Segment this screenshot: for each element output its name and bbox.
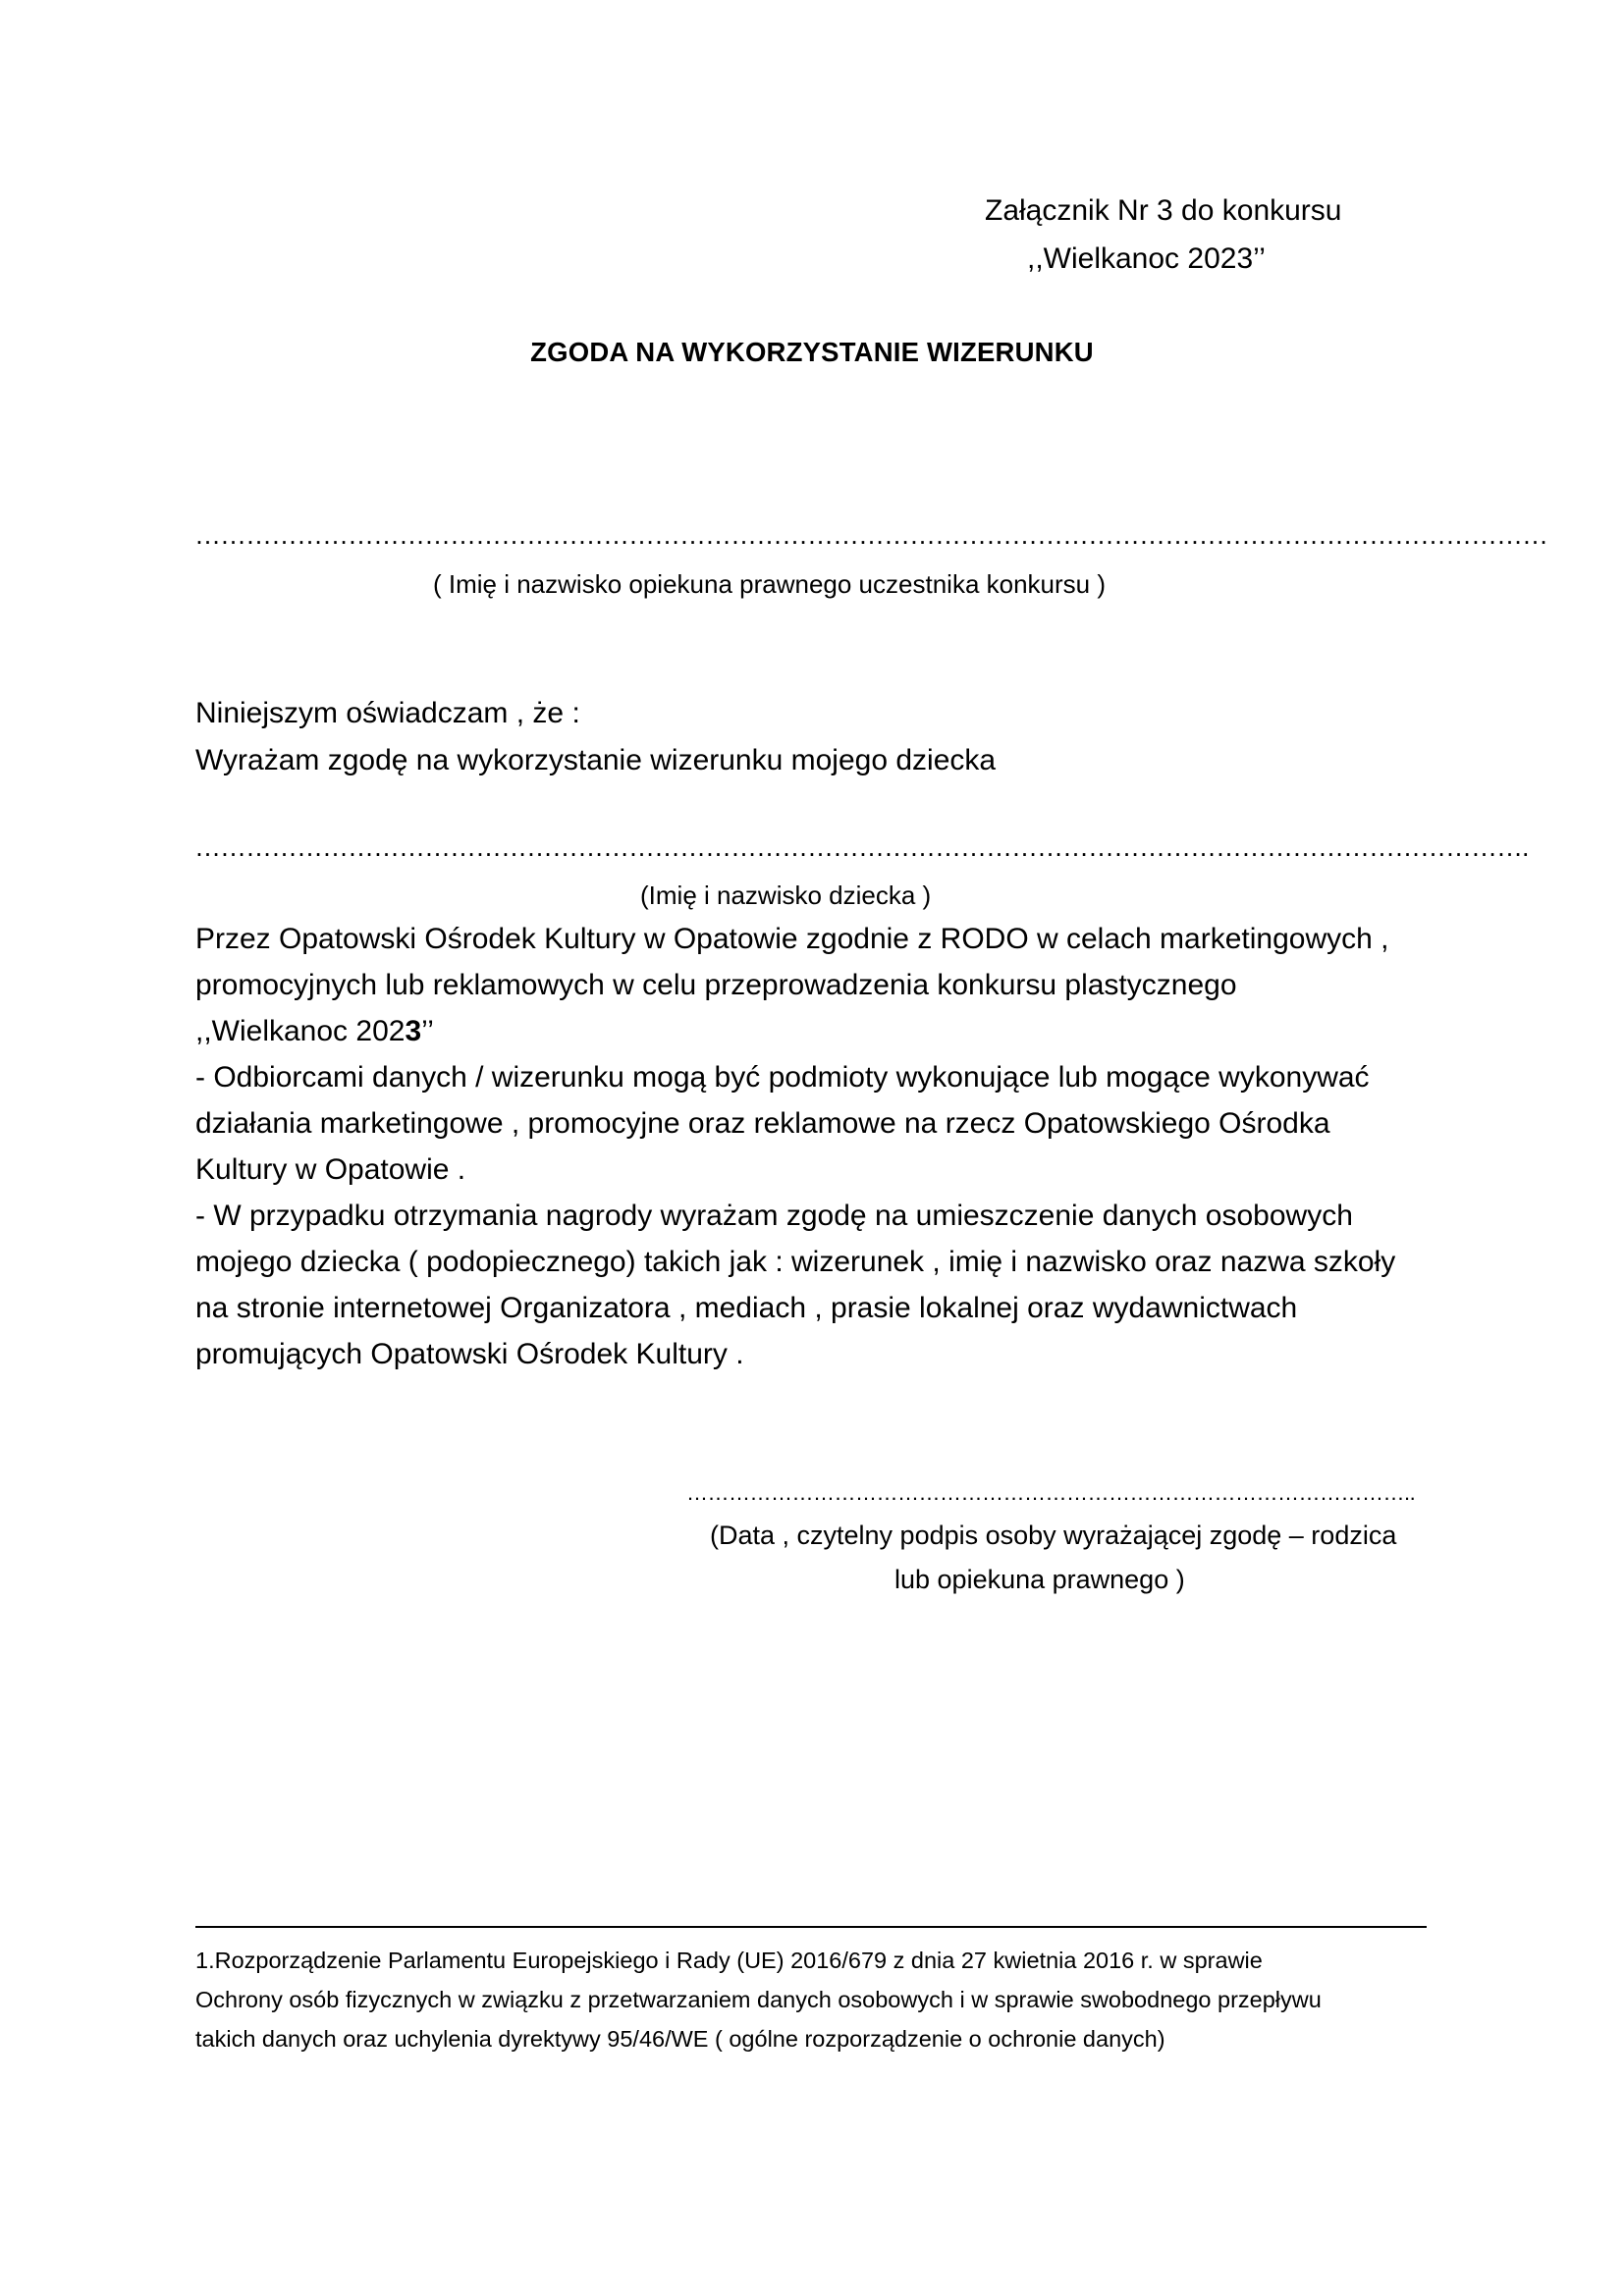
footnote-divider	[195, 1926, 1427, 1928]
body-line: promujących Opatowski Ośrodek Kultury .	[195, 1338, 744, 1370]
annex-label: Załącznik Nr 3 do konkursu	[985, 194, 1342, 227]
statement-intro: Niniejszym oświadczam , że :	[195, 697, 580, 729]
guardian-name-caption: ( Imię i nazwisko opiekuna prawnego uczestnika konkursu )	[433, 569, 1107, 599]
signature-field[interactable]: …………………………………………………………………………………………..	[686, 1480, 1416, 1505]
footnote-line: takich danych oraz uchylenia dyrektywy 95/46/WE ( ogólne rozporządzenie o ochronie danych)	[195, 2026, 1165, 2052]
contest-name: ,,Wielkanoc 2023’’	[1027, 242, 1266, 275]
signature-caption: lub opiekuna prawnego )	[894, 1565, 1185, 1594]
document-title: ZGODA NA WYKORZYSTANIE WIZERUNKU	[530, 337, 1094, 367]
footnote-line: Ochrony osób fizycznych w związku z przetwarzaniem danych osobowych i w sprawie swobodnego przepływu	[195, 1987, 1322, 2012]
body-line: Przez Opatowski Ośrodek Kultury w Opatowie zgodnie z RODO w celach marketingowych ,	[195, 923, 1389, 955]
child-name-field[interactable]: ………………………………………………………………………………………………………………………………………….	[194, 832, 1529, 862]
guardian-name-field[interactable]: ……………………………………………………………………………………………………………………………………………	[194, 520, 1547, 550]
body-line: Kultury w Opatowie .	[195, 1153, 466, 1186]
contest-year-digit: 3	[405, 1015, 422, 1047]
closing-quote: ’’	[421, 1015, 434, 1047]
child-name-caption: (Imię i nazwisko dziecka )	[640, 881, 932, 910]
body-line: - W przypadku otrzymania nagrody wyrażam zgodę na umieszczenie danych osobowych	[195, 1200, 1353, 1232]
contest-name-text: ,,Wielkanoc 202	[195, 1015, 406, 1047]
body-line: na stronie internetowej Organizatora , mediach , prasie lokalnej oraz wydawnictwach	[195, 1292, 1298, 1324]
body-line: mojego dziecka ( podopiecznego) takich jak : wizerunek , imię i nazwisko oraz nazwa szkoły	[195, 1246, 1396, 1278]
body-line: promocyjnych lub reklamowych w celu przeprowadzenia konkursu plastycznego	[195, 969, 1237, 1001]
signature-caption: (Data , czytelny podpis osoby wyrażającej zgodę – rodzica	[710, 1521, 1397, 1550]
body-line-contest	[195, 1015, 434, 1048]
footnote-line: 1.Rozporządzenie Parlamentu Europejskiego i Rady (UE) 2016/679 z dnia 27 kwietnia 2016 r. w sprawie	[195, 1948, 1263, 1973]
body-line: działania marketingowe , promocyjne oraz reklamowe na rzecz Opatowskiego Ośrodka	[195, 1107, 1330, 1140]
body-line: - Odbiorcami danych / wizerunku mogą być podmioty wykonujące lub mogące wykonywać	[195, 1061, 1370, 1094]
statement-consent: Wyrażam zgodę na wykorzystanie wizerunku mojego dziecka	[195, 744, 997, 776]
